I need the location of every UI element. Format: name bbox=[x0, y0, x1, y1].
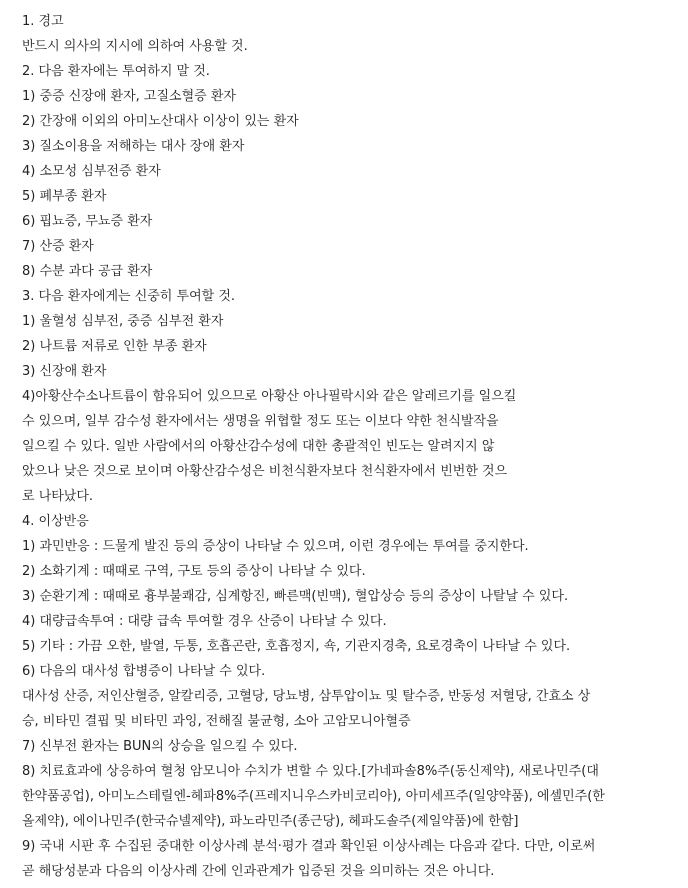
text-line: 수 있으며, 일부 감수성 환자에서는 생명을 위협할 정도 또는 이보다 약한 천식발작을 bbox=[22, 414, 499, 429]
text-line: 1) 과민반응 : 드물게 발진 등의 증상이 나타날 수 있으며, 이런 경우에는 투여를 중지한다. bbox=[22, 539, 529, 554]
text-line: 2) 나트륨 저류로 인한 부종 환자 bbox=[22, 339, 207, 354]
text-line: 7) 산증 환자 bbox=[22, 239, 94, 254]
text-line: 6) 핍뇨증, 무뇨증 환자 bbox=[22, 214, 153, 229]
text-line: 5) 기타 : 가끔 오한, 발열, 두통, 호흡곤란, 호흡정지, 쇽, 기관지경축, 요로경축이 나타날 수 있다. bbox=[22, 639, 571, 654]
text-line: 한약품공업), 아미노스테릴엔-헤파8%주(프레지니우스카비코리아), 아미세프주(일양약품), 에셀민주(한 bbox=[22, 789, 605, 804]
text-line: 3) 순환기계 : 때때로 흉부불쾌감, 심계항진, 빠른맥(빈맥), 혈압상승 등의 증상이 나탈날 수 있다. bbox=[22, 589, 569, 604]
text-line: 4) 대량급속투여 : 대량 급속 투여할 경우 산증이 나타날 수 있다. bbox=[22, 614, 387, 629]
text-line: 일으킬 수 있다. 일반 사람에서의 아황산감수성에 대한 총괄적인 빈도는 알려지지 않 bbox=[22, 439, 495, 454]
text-line: 곧 해당성분과 다음의 이상사례 간에 인과관계가 입증된 것을 의미하는 것은 아니다. bbox=[22, 864, 495, 879]
text-line: 반드시 의사의 지시에 의하여 사용할 것. bbox=[22, 39, 248, 54]
text-line: 2) 소화기계 : 때때로 구역, 구토 등의 증상이 나타날 수 있다. bbox=[22, 564, 366, 579]
text-line: 3) 질소이용을 저해하는 대사 장애 환자 bbox=[22, 139, 245, 154]
text-line: 3. 다음 환자에게는 신중히 투여할 것. bbox=[22, 289, 236, 304]
text-line: 9) 국내 시판 후 수집된 중대한 이상사례 분석·평가 결과 확인된 이상사례는 다음과 같다. 다만, 이로써 bbox=[22, 839, 596, 854]
text-line: 로 나타났다. bbox=[22, 489, 94, 504]
text-line: 올제약), 에이나민주(한국슈넬제약), 파노라민주(종근당), 헤파도솔주(제일약품)에 한함] bbox=[22, 814, 519, 829]
text-line: 4)아황산수소나트륨이 함유되어 있으므로 아황산 아나필락시와 같은 알레르기를 일으킬 bbox=[22, 389, 517, 404]
text-line: 8) 수분 과다 공급 환자 bbox=[22, 264, 153, 279]
text-line: 2) 간장애 이외의 아미노산대사 이상이 있는 환자 bbox=[22, 114, 299, 129]
text-line: 1) 울혈성 심부전, 중증 심부전 환자 bbox=[22, 314, 224, 329]
text-line: 4) 소모성 심부전증 환자 bbox=[22, 164, 161, 179]
text-line: 았으나 낮은 것으로 보이며 아황산감수성은 비천식환자보다 천식환자에서 빈번한 것으 bbox=[22, 464, 508, 479]
text-line: 2. 다음 환자에는 투여하지 말 것. bbox=[22, 64, 210, 79]
text-line: 4. 이상반응 bbox=[22, 514, 89, 529]
text-line: 8) 치료효과에 상응하여 혈청 암모니아 수치가 변할 수 있다.[가네파솔8%주(동신제약), 새로나민주(대 bbox=[22, 764, 599, 779]
text-line: 승, 비타민 결핍 및 비타민 과잉, 전해질 불균형, 소아 고암모니아혈증 bbox=[22, 714, 411, 729]
text-line: 1) 중증 신장애 환자, 고질소혈증 환자 bbox=[22, 89, 236, 104]
text-line: 1. 경고 bbox=[22, 14, 64, 29]
text-line: 6) 다음의 대사성 합병증이 나타날 수 있다. bbox=[22, 664, 266, 679]
text-line: 7) 신부전 환자는 BUN의 상승을 일으킬 수 있다. bbox=[22, 739, 298, 754]
text-line: 5) 폐부종 환자 bbox=[22, 189, 107, 204]
text-line: 3) 신장애 환자 bbox=[22, 364, 107, 379]
text-line: 대사성 산증, 저인산혈증, 알칼리증, 고혈당, 당뇨병, 삼투압이뇨 및 탈수증, 반동성 저혈당, 간효소 상 bbox=[22, 689, 591, 704]
